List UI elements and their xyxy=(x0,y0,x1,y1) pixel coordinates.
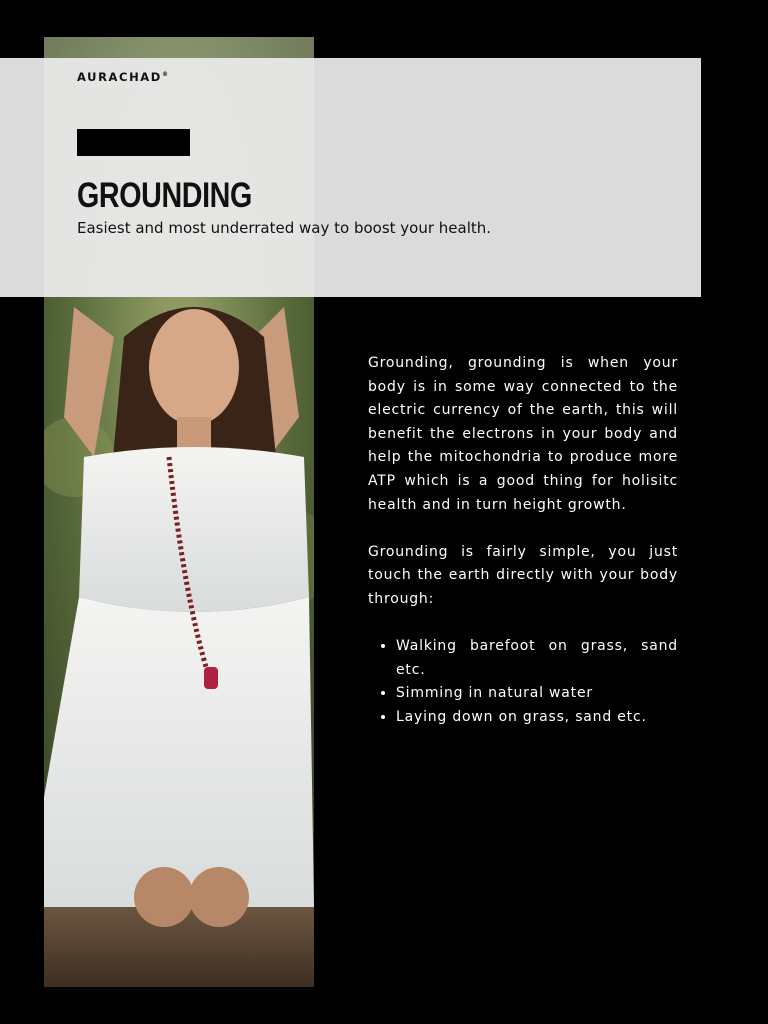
list-item: • Laying down on grass, sand etc. xyxy=(396,706,678,730)
registered-mark: ® xyxy=(161,71,168,79)
redaction-bar xyxy=(77,129,190,156)
methods-list xyxy=(368,635,678,729)
list-item: • Walking barefoot on grass, sand etc. xyxy=(396,635,678,682)
page-title: GROUNDING xyxy=(77,176,252,215)
brand-logo xyxy=(77,70,168,84)
paragraph-how: Grounding is fairly simple, you just touch the earth directly with your body through: xyxy=(368,543,678,607)
body-content xyxy=(368,352,678,730)
brand-name: AURACHAD xyxy=(77,70,162,84)
paragraph-intro: Grounding, grounding is when your body is in some way connected to the electric currency of the earth, this will benefit the electrons in your body and help the mitochondria to produce more ATP which is a good thing for holisitc health and in turn height growth. xyxy=(368,355,678,513)
list-item: • Simming in natural water xyxy=(396,682,678,706)
page-subtitle: Easiest and most underrated way to boost your health. xyxy=(77,219,492,237)
